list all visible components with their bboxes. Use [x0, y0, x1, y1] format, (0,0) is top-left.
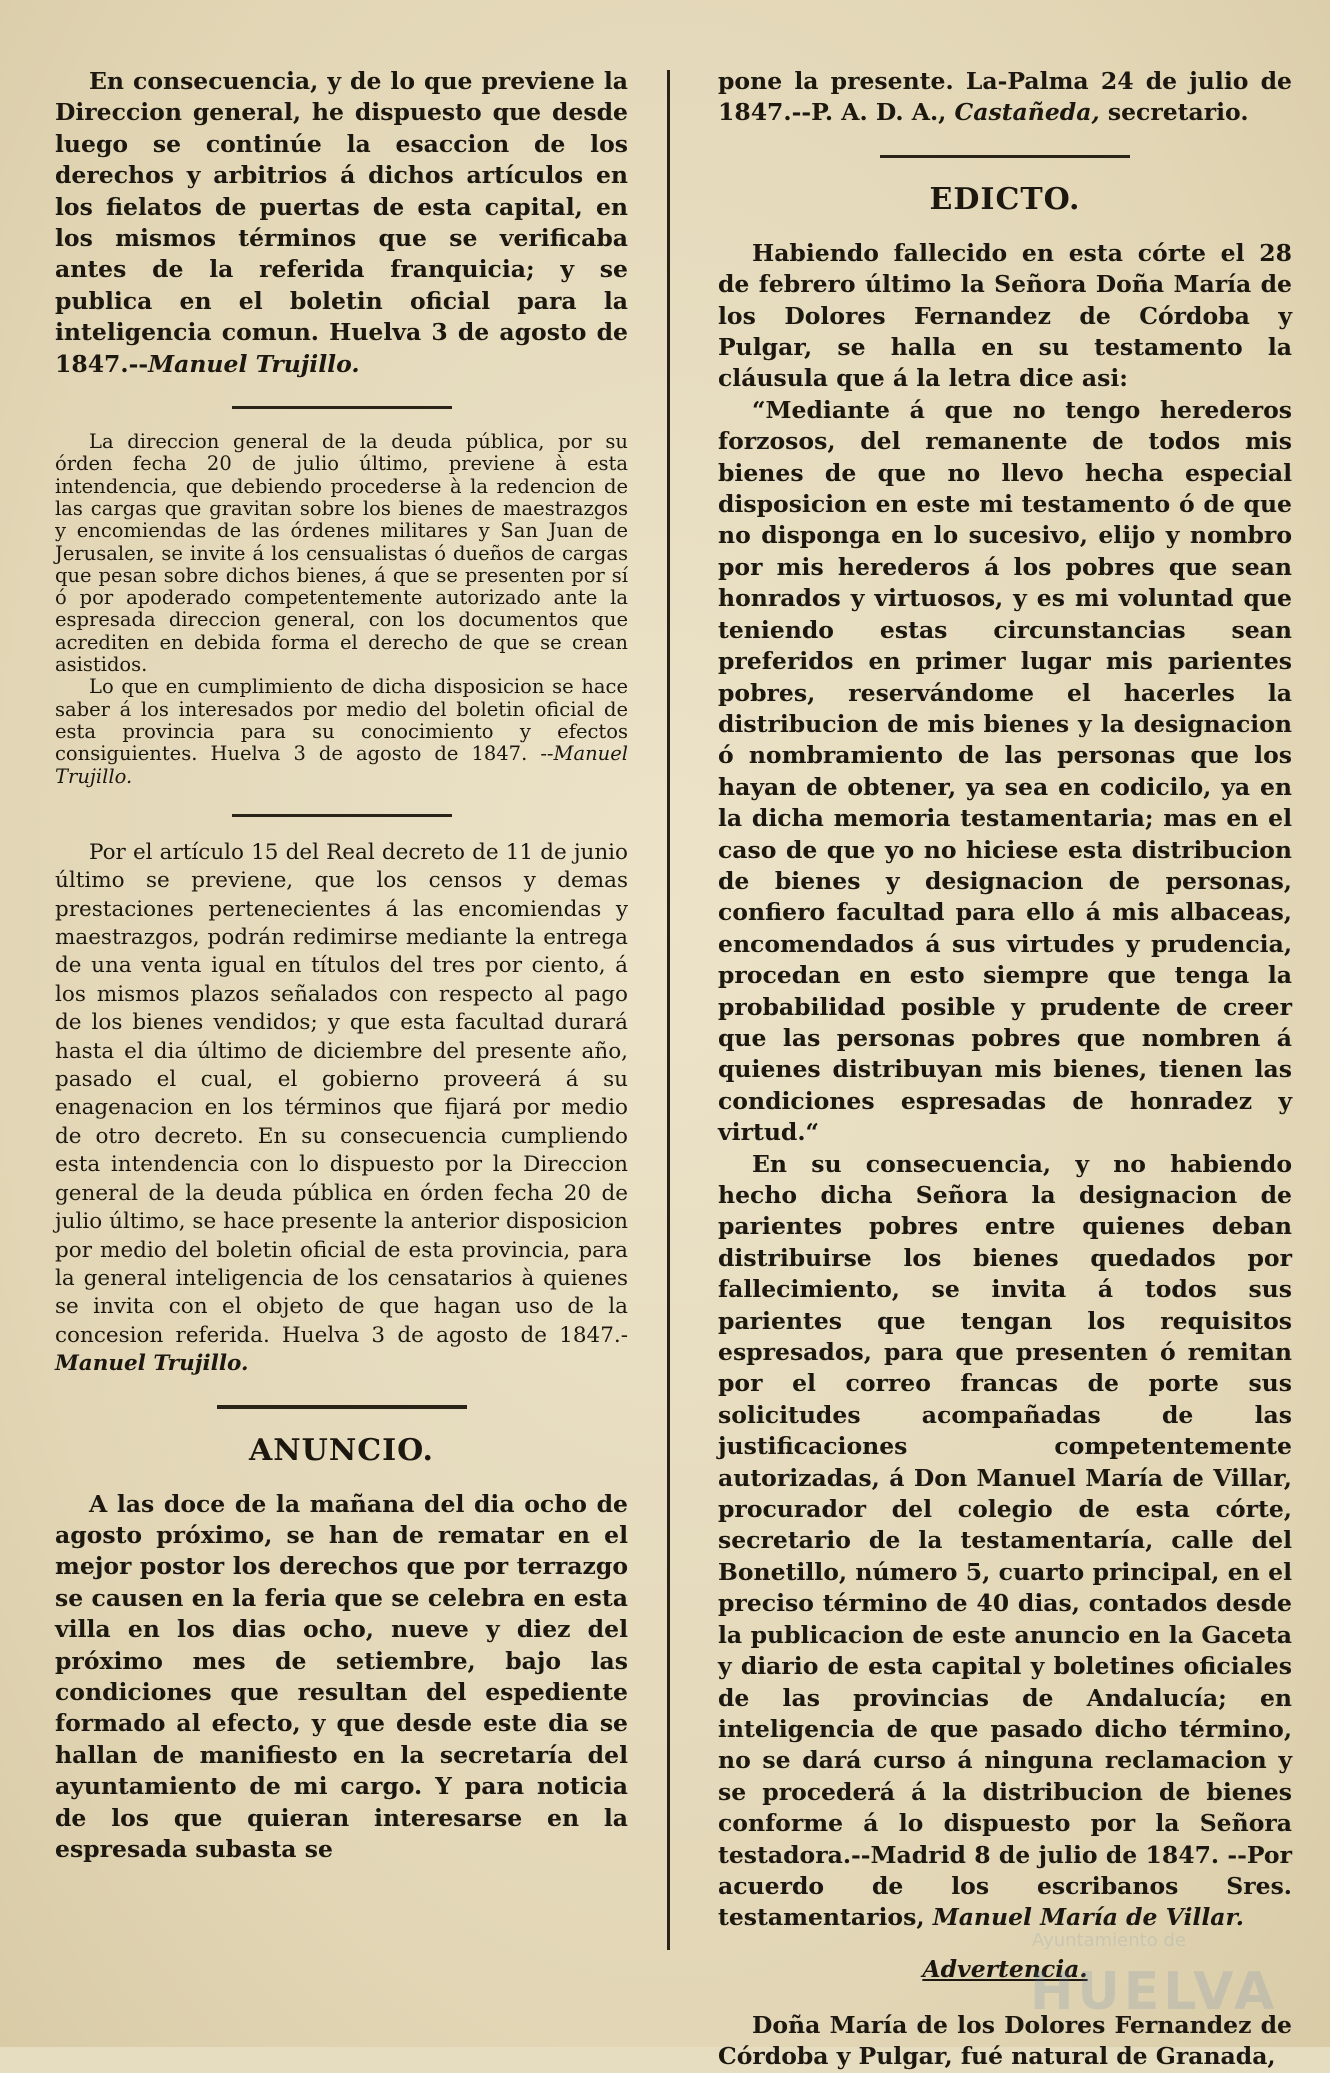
signature: Manuel Trujillo.: [148, 349, 360, 378]
signature: Manuel Trujillo.: [55, 742, 628, 788]
separator-rule: [880, 155, 1130, 158]
anuncio-heading: ANUNCIO.: [248, 1432, 434, 1468]
separator-rule: [217, 1405, 467, 1409]
archive-watermark-label: Ayuntamiento de: [1032, 1930, 1186, 1951]
signature: Manuel María de Villar.: [932, 1903, 1244, 1932]
notice-paragraph-1: En consecuencia, y de lo que previene la Direccion general, he dispuesto que desde luego se continúe la esaccion de los derechos y arbitrios á dichos artículos en los fielatos de puertas de esta capital, en los mismos términos que se verificaba antes de la referida franquicia; y se publica en el boletin oficial para la inteligencia comun. Huelva 3 de agosto de 1847.--Manuel Trujillo.: [55, 67, 628, 378]
column-divider: [667, 70, 670, 1950]
signature: Manuel Trujillo.: [55, 1351, 249, 1377]
edicto-quote: “Mediante á que no tengo herederos forzosos, del remanente de todos mis bienes de que no llevo hecha especial disposicion en este mi testamento ó de que no disponga en lo sucesivo, elijo y nombro por mis herederos á los pobres que sean honrados y virtuosos, y es mi voluntad que teniendo estas circunstancias sean preferidos en primer lugar mis parientes pobres, reservándome el hacerles la distribucion de mis bienes y la designacion ó nombramiento de las personas que los hayan de obtener, ya sea en codicilo, ya en la dicha memoria testamentaria; mas en el caso de que yo no hiciese esta distribucion de bienes y designacion de personas, confiero facultad para ello á mis albaceas, encomendados á sus virtudes y prudencia, procedan en esto siempre que tenga la probabilidad posible y prudente de creer que las personas pobres que nombren á quienes distribuyan mis bienes, tienen las condiciones espresadas de honradez y virtud.“: [718, 395, 1292, 1147]
separator-rule: [232, 406, 452, 409]
edicto-paragraph-3: En su consecuencia, y no habiendo hecho dicha Señora la designacion de parientes pobres entre quienes deban distribuirse los bienes quedados por fallecimiento, se invita á todos sus parientes que tengan los requisitos espresados, para que presenten ó remitan por el correo francas de porte sus solicitudes acompañadas de las justificaciones competentemente autorizadas, á Don Manuel María de Villar, procurador del colegio de esta córte, secretario de la testamentaría, calle del Bonetillo, número 5, cuarto principal, en el preciso término de 40 dias, contados desde la publicacion de este anuncio en la Gaceta y diario de esta capital y boletines oficiales de las provincias de Andalucía; en inteligencia de que pasado dicho término, no se dará curso á ninguna reclamacion y se procederá á la distribucion de bienes conforme á lo dispuesto por la Señora testadora.--Madrid 8 de julio de 1847. --Por acuerdo de los escribanos Sres. testamentarios, Manuel María de Villar.: [718, 1149, 1292, 1932]
advertencia-paragraph: Doña María de los Dolores Fernandez de Córdoba y Pulgar, fué natural de Granada,: [718, 2010, 1292, 2071]
edicto-paragraph-1: Habiendo fallecido en esta córte el 28 de febrero último la Señora Doña María de los Dolores Fernandez de Córdoba y Pulgar, se halla en su testamento la cláusula que á la letra dice asi:: [718, 238, 1292, 393]
signature: Castañeda,: [954, 98, 1100, 127]
edicto-heading: EDICTO.: [929, 181, 1081, 217]
continued-paragraph: pone la presente. La-Palma 24 de julio de 1847.--P. A. D. A., Castañeda, secretario.: [718, 67, 1292, 127]
left-column: [55, 66, 628, 1865]
notice-paragraph-4: Por el artículo 15 del Real decreto de 11 de junio último se previene, que los censos y demas prestaciones pertenecientes á las encomiendas y maestrazgos, podrán redimirse mediante la entrega de una venta igual en títulos del tres por ciento, á los mismos plazos señalados con respecto al pago de los bienes vendidos; y que esta facultad durará hasta el dia último de diciembre del presente año, pasado el cual, el gobierno proveerá á su enagenacion en los términos que fijará por medio de otro decreto. En su consecuencia cumpliendo esta intendencia con lo dispuesto por la Direccion general de la deuda pública en órden fecha 20 de julio último, se hace presente la anterior disposicion por medio del boletin oficial de esta provincia, para la general inteligencia de los censatarios à quienes se invita con el objeto de que hagan uso de la concesion referida. Huelva 3 de agosto de 1847.-Manuel Trujillo.: [55, 839, 628, 1377]
archive-watermark: HUELVA: [1030, 1962, 1279, 2022]
separator-rule: [232, 814, 452, 817]
advertencia-heading: Advertencia.: [922, 1954, 1088, 1983]
anuncio-paragraph: A las doce de la mañana del dia ocho de agosto próximo, se han de rematar en el mejor postor los derechos que por terrazgo se causen en la feria que se celebra en esta villa en los dias ocho, nueve y diez del próximo mes de setiembre, bajo las condiciones que resultan del espediente formado al efecto, y que desde este dia se hallan de manifiesto en la secretaría del ayuntamiento de mi cargo. Y para noticia de los que quieran interesarse en la espresada subasta se: [55, 1489, 628, 1863]
right-column: [718, 66, 1292, 2073]
notice-paragraph-2: La direccion general de la deuda pública, por su órden fecha 20 de julio último, previene à esta intendencia, que debiendo procederse à la redencion de las cargas que gravitan sobre los bienes de maestrazgos y encomiendas de las órdenes militares y San Juan de Jerusalen, se invite á los censualistas ó dueños de cargas que pesan sobre dichos bienes, á que se presenten por sí ó por apoderado competentemente autorizado ante la espresada direccion general, con los documentos que acrediten en debida forma el derecho de que se crean asistidos.: [55, 430, 628, 677]
notice-paragraph-3: Lo que en cumplimiento de dicha disposicion se hace saber á los interesados por medio del boletin oficial de esta provincia para su conocimiento y efectos consiguientes. Huelva 3 de agosto de 1847. --Manuel Trujillo.: [55, 675, 628, 788]
